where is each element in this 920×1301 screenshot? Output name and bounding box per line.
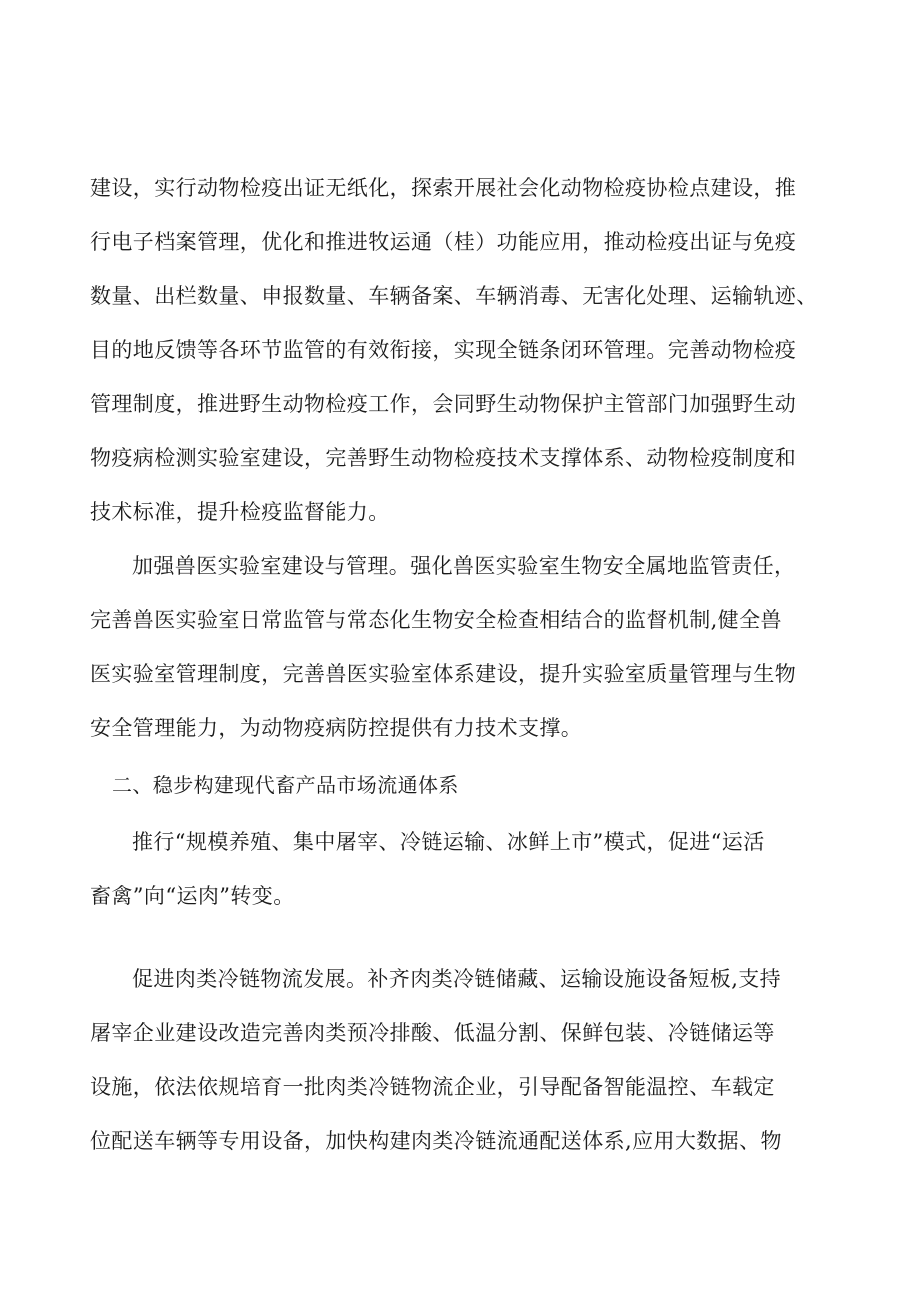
paragraph-first-line: 推行“规模养殖、集中屠宰、冷链运输、冰鲜上市”模式，促进“运活 (132, 830, 765, 854)
text-line: 位配送车辆等专用设备，加快构建肉类冷链流通配送体系,应用大数据、物 (90, 1129, 782, 1153)
text-line: 技术标准，提升检疫监督能力。 (90, 500, 390, 524)
section-heading: 二、稳步构建现代畜产品市场流通体系 (112, 773, 459, 797)
paragraph-first-line: 加强兽医实验室建设与管理。强化兽医实验室生物安全属地监管责任， (132, 554, 796, 578)
text-line: 数量、出栏数量、申报数量、车辆备案、车辆消毒、无害化处理、运输轨迹、 (90, 284, 818, 308)
text-line: 设施，依法依规培育一批肉类冷链物流企业，引导配备智能温控、车载定 (90, 1075, 775, 1099)
text-line: 行电子档案管理，优化和推进牧运通（桂）功能应用，推动检疫出证与免疫 (90, 230, 797, 254)
text-line: 管理制度，推进野生动物检疫工作，会同野生动物保护主管部门加强野生动 (90, 392, 797, 416)
text-line: 医实验室管理制度，完善兽医实验室体系建设，提升实验室质量管理与生物 (90, 662, 797, 686)
text-line: 屠宰企业建设改造完善肉类预冷排酸、低温分割、保鲜包装、冷链储运等 (90, 1021, 775, 1045)
text-line: 完善兽医实验室日常监管与常态化生物安全检查相结合的监督机制,健全兽 (90, 608, 782, 632)
text-line: 建设，实行动物检疫出证无纸化，探索开展社会化动物检疫协检点建设，推 (90, 176, 797, 200)
text-line: 物疫病检测实验室建设，完善野生动物检疫技术支撑体系、动物检疫制度和 (90, 446, 797, 470)
paragraph-first-line: 促进肉类冷链物流发展。补齐肉类冷链储藏、运输设施设备短板,支持 (132, 967, 782, 991)
text-line: 安全管理能力，为动物疫病防控提供有力技术支撑。 (90, 716, 583, 740)
text-line: 目的地反馈等各环节监管的有效衔接，实现全链条闭环管理。完善动物检疫 (90, 338, 797, 362)
text-line: 畜禽”向“运肉”转变。 (90, 884, 295, 908)
